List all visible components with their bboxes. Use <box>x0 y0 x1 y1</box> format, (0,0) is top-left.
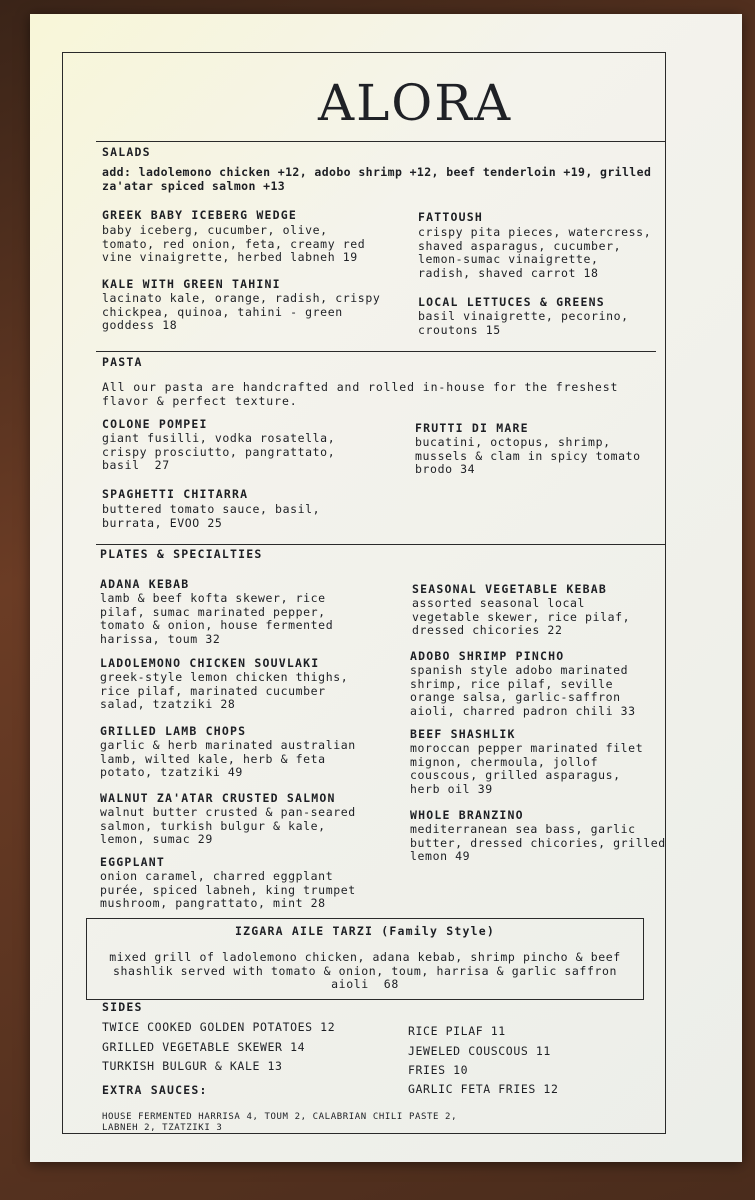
menu-item-desc: onion caramel, charred eggplant purée, spiced labneh, king trumpet mushroom, pangrattato, mint 28 <box>100 869 356 911</box>
divider <box>96 141 666 142</box>
side-item: JEWELED COUSCOUS 11 <box>408 1044 551 1058</box>
menu-item-desc: bucatini, octopus, shrimp, mussels & clam in spicy tomato brodo 34 <box>415 435 641 477</box>
menu-item-name: LOCAL LETTUCES & GREENS <box>418 295 605 309</box>
menu-item-desc: lamb & beef kofta skewer, rice pilaf, sumac marinated pepper, tomato & onion, house fermented harissa, toum 32 <box>100 591 334 646</box>
side-item: TURKISH BULGUR & KALE 13 <box>102 1059 283 1073</box>
menu-item-desc: crispy pita pieces, watercress, shaved asparagus, cucumber, lemon-sumac vinaigrette, radish, shaved carrot 18 <box>418 225 652 280</box>
divider <box>96 351 656 352</box>
menu-item-name: BEEF SHASHLIK <box>410 727 516 741</box>
menu-item-desc: walnut butter crusted & pan-seared salmon, turkish bulgur & kale, lemon, sumac 29 <box>100 805 356 847</box>
side-item: FRIES 10 <box>408 1063 469 1077</box>
family-style-desc: mixed grill of ladolemono chicken, adana kebab, shrimp pincho & beef shashlik served with tomato & onion, toum, harrisa & garlic saffron aioli 68 <box>109 950 621 992</box>
menu-item-desc: moroccan pepper marinated filet mignon, chermoula, jollof couscous, grilled asparagus, herb oil 39 <box>410 741 644 796</box>
side-item: RICE PILAF 11 <box>408 1024 506 1038</box>
menu-item-name: GRILLED LAMB CHOPS <box>100 724 247 738</box>
menu-item-desc: lacinato kale, orange, radish, crispy chickpea, quinoa, tahini - green goddess 18 <box>102 291 381 333</box>
menu-item-name: EGGPLANT <box>100 855 165 869</box>
extra-sauces-list: HOUSE FERMENTED HARRISA 4, TOUM 2, CALABRIAN CHILI PASTE 2, LABNEH 2, TZATZIKI 3 <box>102 1112 458 1133</box>
logo-text: ALORA <box>318 74 513 132</box>
menu-item-name: FATTOUSH <box>418 210 483 224</box>
menu-item-desc: baby iceberg, cucumber, olive, tomato, red onion, feta, creamy red vine vinaigrette, herbed labneh 19 <box>102 223 366 265</box>
section-title-salads: SALADS <box>102 145 151 159</box>
menu-item-name: ADOBO SHRIMP PINCHO <box>410 649 565 663</box>
divider <box>96 544 666 545</box>
menu-item-name: WHOLE BRANZINO <box>410 808 524 822</box>
menu-item-desc: assorted seasonal local vegetable skewer, rice pilaf, dressed chicories 22 <box>412 596 631 638</box>
section-title-sides: SIDES <box>102 1000 143 1014</box>
menu-item-name: FRUTTI DI MARE <box>415 421 529 435</box>
menu-item-name: LADOLEMONO CHICKEN SOUVLAKI <box>100 656 320 670</box>
menu-item-desc: spanish style adobo marinated shrimp, rice pilaf, seville orange salsa, garlic-saffron aioli, charred padron chili 33 <box>410 663 636 718</box>
menu-item-name: ADANA KEBAB <box>100 577 190 591</box>
side-item: GARLIC FETA FRIES 12 <box>408 1082 559 1096</box>
family-style-title: IZGARA AILE TARZI (Family Style) <box>235 924 495 938</box>
menu-item-name: WALNUT ZA'ATAR CRUSTED SALMON <box>100 791 336 805</box>
pasta-intro: All our pasta are handcrafted and rolled in-house for the freshest flavor & perfect texture. <box>102 380 619 408</box>
menu-item-name: COLONE POMPEI <box>102 417 208 431</box>
menu-item-name: SEASONAL VEGETABLE KEBAB <box>412 582 607 596</box>
salads-add-on: add: ladolemono chicken +12, adobo shrimp +12, beef tenderloin +19, grilled za'atar spiced salmon +13 <box>102 165 652 193</box>
menu-item-desc: garlic & herb marinated australian lamb, wilted kale, herb & feta potato, tzatziki 49 <box>100 738 356 780</box>
section-title-extra-sauces: EXTRA SAUCES: <box>102 1083 208 1097</box>
menu-item-name: GREEK BABY ICEBERG WEDGE <box>102 208 297 222</box>
menu-item-desc: giant fusilli, vodka rosatella, crispy prosciutto, pangrattato, basil 27 <box>102 431 336 473</box>
menu-item-desc: basil vinaigrette, pecorino, croutons 15 <box>418 309 629 337</box>
menu-item-desc: mediterranean sea bass, garlic butter, dressed chicories, grilled lemon 49 <box>410 822 666 864</box>
side-item: GRILLED VEGETABLE SKEWER 14 <box>102 1040 306 1054</box>
menu-item-desc: buttered tomato sauce, basil, burrata, EVOO 25 <box>102 502 321 530</box>
restaurant-logo <box>318 72 513 134</box>
section-title-plates: PLATES & SPECIALTIES <box>100 547 263 561</box>
menu-item-name: KALE WITH GREEN TAHINI <box>102 277 281 291</box>
menu-item-desc: greek-style lemon chicken thighs, rice pilaf, marinated cucumber salad, tzatziki 28 <box>100 670 349 712</box>
side-item: TWICE COOKED GOLDEN POTATOES 12 <box>102 1020 336 1034</box>
menu-item-name: SPAGHETTI CHITARRA <box>102 487 249 501</box>
section-title-pasta: PASTA <box>102 355 143 369</box>
